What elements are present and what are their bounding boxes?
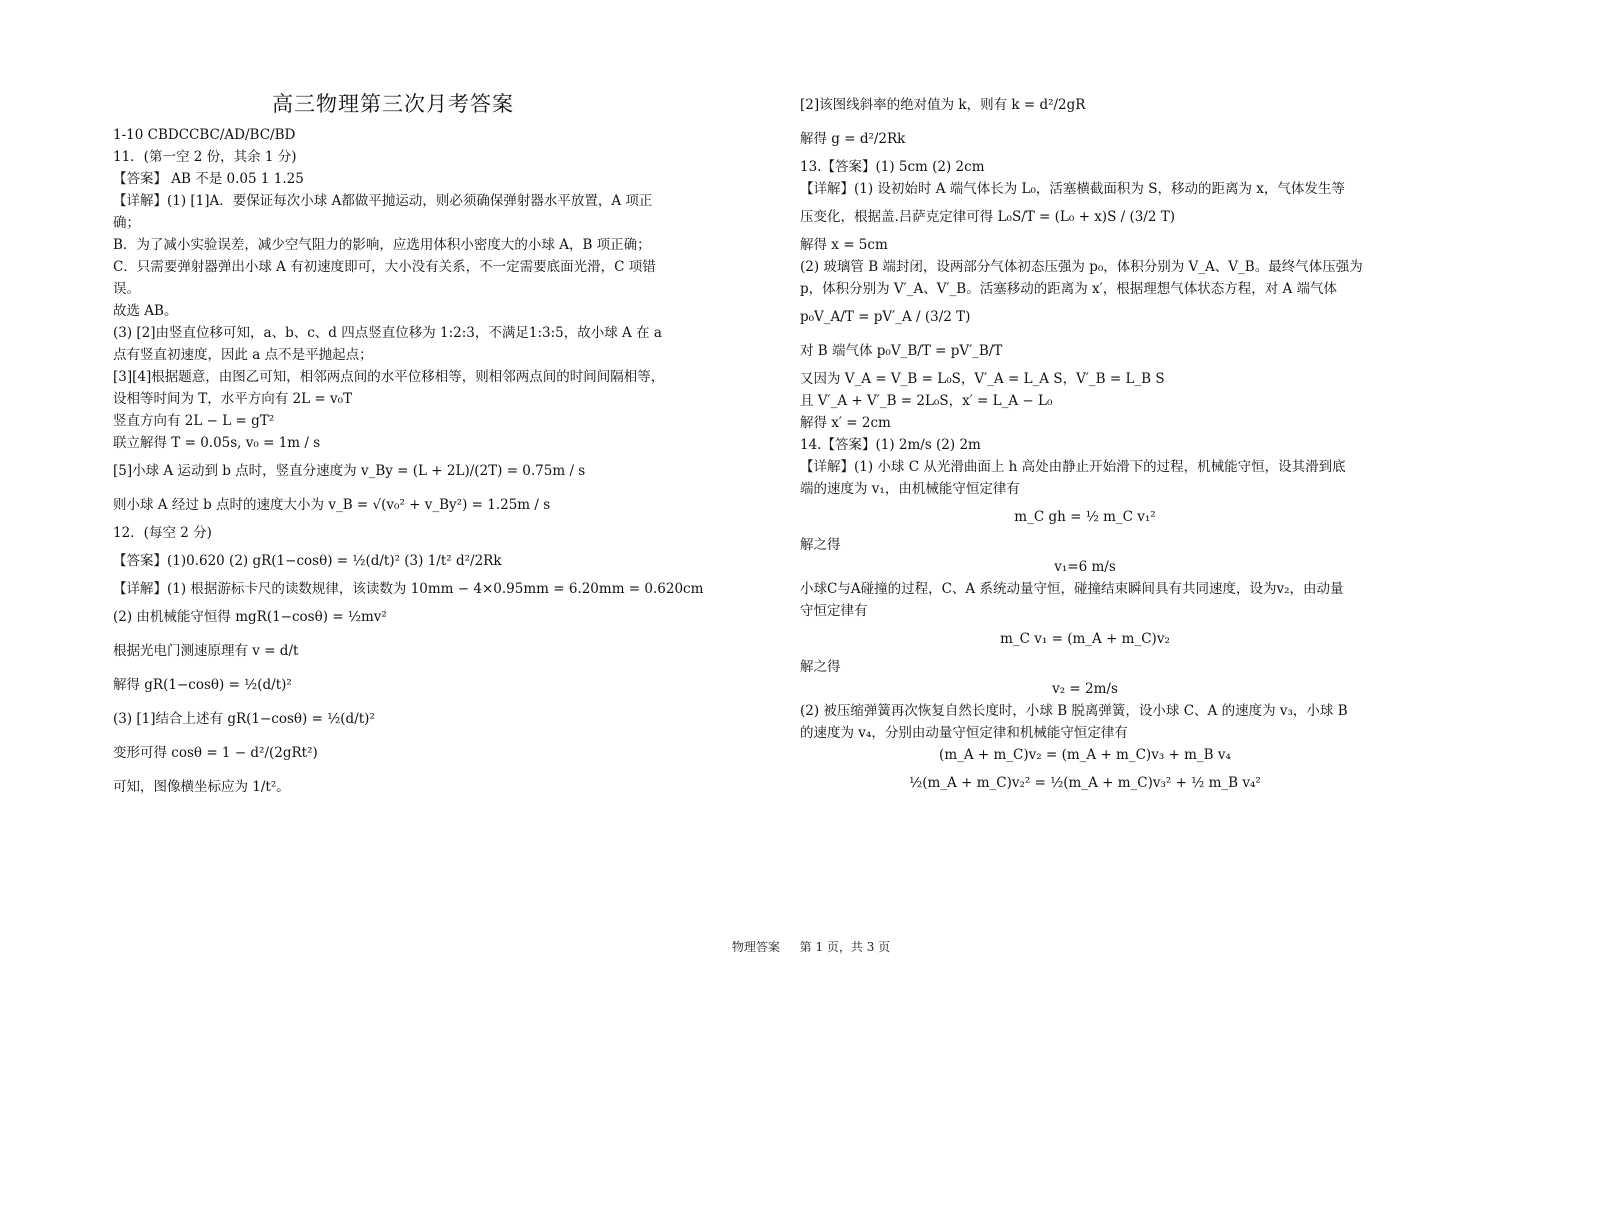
q14-v1: v₁=6 m/s xyxy=(1054,559,1116,575)
q11-detail-b: B．为了减小实验误差，减少空气阻力的影响，应选用体积小密度大的小球 A，B 项正确； xyxy=(113,237,651,253)
q13-detail-1a: 【详解】(1) 设初始时 A 端气体长为 L₀，活塞横截面积为 S，移动的距离为 x，气体发生等 xyxy=(800,181,1345,197)
q14-answer: 14.【答案】(1) 2m/s (2) 2m xyxy=(800,437,981,453)
q13-detail-1b: 压变化，根据盖.吕萨克定律可得 L₀S/T = (L₀ + x)S / (3/2 T) xyxy=(800,209,1176,225)
q13-detail-2a: (2) 玻璃管 B 端封闭，设两部分气体初态压强为 p₀，体积分别为 V_A、V_B。最终气体压强为 xyxy=(800,259,1363,275)
q11-choice: 故选 AB。 xyxy=(113,303,178,319)
q12-photogate: 根据光电门测速原理有 v = d/t xyxy=(113,643,299,659)
q12-transform: 变形可得 cosθ = 1 − d²/(2gRt²) xyxy=(113,745,318,761)
q11-speed-b: 则小球 A 经过 b 点时的速度大小为 v_B = √(v₀² + v_By²) = 1.25m / s xyxy=(113,497,551,513)
answer-key-line: 1-10 CBDCCBC/AD/BC/BD xyxy=(113,127,296,143)
q12-slope: [2]该图线斜率的绝对值为 k，则有 k = d²/2gR xyxy=(800,97,1086,113)
q11-detail-34: [3][4]根据题意，由图乙可知，相邻两点间的水平位移相等，则相邻两点间的时间间隔相等， xyxy=(113,369,665,385)
q13-answer: 13.【答案】(1) 5cm (2) 2cm xyxy=(800,159,985,175)
q11-horizontal: 设相等时间为 T，水平方向有 2L = v₀T xyxy=(113,391,353,407)
q12-answer: 【答案】(1)0.620 (2) gR(1−cosθ) = ½(d/t)² (3) 1/t² d²/2Rk xyxy=(113,553,502,569)
q13-volumes: 又因为 V_A = V_B = L₀S，V′_A = L_A S，V′_B = L_B S xyxy=(800,371,1165,387)
q14-momentum-label: 守恒定律有 xyxy=(800,603,868,619)
q13-sum: 且 V′_A + V′_B = 2L₀S，x′ = L_A − L₀ xyxy=(800,393,1053,409)
q14-momentum-eq: m_C v₁ = (m_A + m_C)v₂ xyxy=(1000,631,1170,647)
q14-solve-label-1: 解之得 xyxy=(800,537,841,553)
q14-detail-1b: 端的速度为 v₁，由机械能守恒定律有 xyxy=(800,481,1020,497)
q11-detail-c: C．只需要弹射器弹出小球 A 有初速度即可，大小没有关系，不一定需要底面光滑，C 项错误。 xyxy=(113,259,656,297)
q12-conclusion: 可知，图像横坐标应为 1/t²。 xyxy=(113,779,290,795)
q11-heading: 11．(第一空 2 份，其余 1 分) xyxy=(113,149,297,165)
q11-detail-a: 【详解】(1) [1]A．要保证每次小球 A都做平抛运动，则必须确保弹射器水平放置，A 项正确； xyxy=(113,193,653,231)
q12-g-result: 解得 g = d²/2Rk xyxy=(800,131,906,147)
page-footer xyxy=(0,938,1622,955)
right-column xyxy=(800,88,1370,800)
q14-detail-1a: 【详解】(1) 小球 C 从光滑曲面上 h 高处由静止开始滑下的过程，机械能守恒，设其滑到底 xyxy=(800,459,1346,475)
q12-detail-1: 【详解】(1) 根据游标卡尺的读数规律，该读数为 10mm − 4×0.95mm = 6.20mm = 0.620cm xyxy=(113,581,704,597)
q12-heading: 12．(每空 2 分) xyxy=(113,525,212,541)
q13-detail-2b: p，体积分别为 V′_A、V′_B。活塞移动的距离为 x′，根据理想气体状态方程，对 A 端气体 xyxy=(800,281,1338,297)
q11-detail-5: [5]小球 A 运动到 b 点时，竖直分速度为 v_By = (L + 2L)/(2T) = 0.75m / s xyxy=(113,463,586,479)
footer-doc-name: 物理答案 xyxy=(731,940,780,954)
q14-momentum-eq-2: (m_A + m_C)v₂ = (m_A + m_C)v₃ + m_B v₄ xyxy=(939,747,1231,763)
q14-solve-label-2: 解之得 xyxy=(800,659,841,675)
q14-energy-eq-2: ½(m_A + m_C)v₂² = ½(m_A + m_C)v₃² + ½ m_B v₄² xyxy=(909,775,1261,791)
q13-result-2: 解得 x′ = 2cm xyxy=(800,415,891,431)
q14-energy-eq: m_C gh = ½ m_C v₁² xyxy=(1014,509,1156,525)
q11-solve: 联立解得 T = 0.05s, v₀ = 1m / s xyxy=(113,435,321,451)
page-title: 高三物理第三次月考答案 xyxy=(272,92,514,116)
q12-detail-2: (2) 由机械能守恒得 mgR(1−cosθ) = ½mv² xyxy=(113,609,387,625)
q14-v2: v₂ = 2m/s xyxy=(1052,681,1118,697)
q13-eq-a: p₀V_A/T = pV′_A / (3/2 T) xyxy=(800,309,971,325)
q12-result: 解得 gR(1−cosθ) = ½(d/t)² xyxy=(113,677,292,693)
left-column xyxy=(113,88,704,804)
q14-collision: 小球C与A碰撞的过程，C、A 系统动量守恒，碰撞结束瞬间具有共同速度，设为v₂，由动量 xyxy=(800,581,1344,597)
q11-detail-3: (3) [2]由竖直位移可知，a、b、c、d 四点竖直位移为 1:2:3，不满足1:3:5，故小球 A 在 a 点有竖直初速度，因此 a 点不是平抛起点； xyxy=(113,325,662,363)
q14-detail-2a: (2) 被压缩弹簧再次恢复自然长度时，小球 B 脱离弹簧，设小球 C、A 的速度为 v₃，小球 B xyxy=(800,703,1348,719)
q14-detail-2b: 的速度为 v₄，分别由动量守恒定律和机械能守恒定律有 xyxy=(800,725,1128,741)
q13-eq-b: 对 B 端气体 p₀V_B/T = pV′_B/T xyxy=(800,343,1003,359)
q13-result-1: 解得 x = 5cm xyxy=(800,237,888,253)
footer-page-number: 第 1 页，共 3 页 xyxy=(799,940,891,954)
q11-answer: 【答案】 AB 不是 0.05 1 1.25 xyxy=(113,171,304,187)
q12-detail-3: (3) [1]结合上述有 gR(1−cosθ) = ½(d/t)² xyxy=(113,711,375,727)
q11-vertical: 竖直方向有 2L − L = gT² xyxy=(113,413,275,429)
